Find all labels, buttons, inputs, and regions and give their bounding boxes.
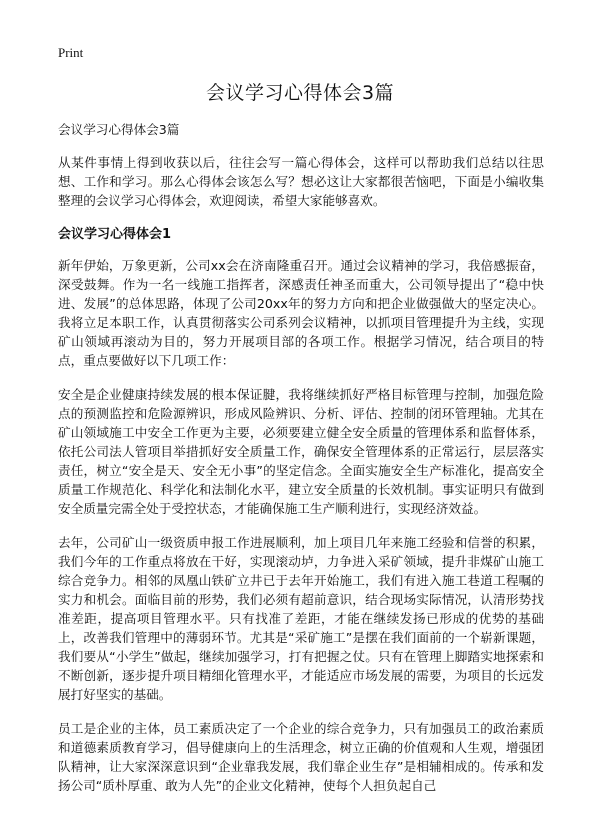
document-title: 会议学习心得体会3篇 [205, 82, 395, 104]
section-heading: 会议学习心得体会1 [58, 227, 172, 242]
body-paragraph: 安全是企业健康持续发展的根本保证腱，我将继续抓好严格目标管理与控制，加强危险点的预测监控和危险源辨识，形成风险辨识、分析、评估、控制的闭环管理轴。尤其在矿山领域施工中安全工作更为主要，必须要建立健全安全质量的管理体系和监督体系，依托公司法人管项目举措抓好安全质量工作，确保安全管理体系的正常运行，层层落实责任，树立“安全是天、安全无小事”的坚定信念。全面实施安全生产标准化，提高安全质量工作规范化、科学化和法制化水平，建立安全质量的长效机制。事实证明只有做到安全质量完需全处于受控状态，才能确保施工生产顺利进行，实现经济效益。 [58, 387, 544, 516]
intro-paragraph: 从某件事情上得到收获以后，往往会写一篇心得体会，这样可以帮助我们总结以往思想、工作和学习。那么心得体会该怎么写？想必这让大家都很苦恼吧，下面是小编收集整理的会议学习心得体会，欢迎阅读，希望大家能够喜欢。 [58, 155, 544, 208]
body-paragraph: 员工是企业的主体，员工素质决定了一个企业的综合竞争力，只有加强员工的政治素质和道德素质教育学习，倡导健康向上的生活理念，树立正确的价值观和人生观，增强团队精神，让大家深深意识到“企业靠我发展，我们靠企业生存”是相辅相成的。传承和发扬公司“质朴厚重、敢为人先”的企业文化精神，使每个人担负起自己 [58, 721, 544, 793]
document-body [58, 120, 544, 810]
document-subtitle: 会议学习心得体会3篇 [58, 122, 180, 137]
body-paragraph: 新年伊始，万象更新，公司xx会在济南隆重召开。通过会议精神的学习，我倍感振奋，深受鼓舞。作为一名一线施工指挥者，深感责任神圣而重大，公司领导提出了“稳中快进、发展”的总体思路，体现了公司20xx年的努力方向和把企业做强做大的坚定决心。我将立足本职工作，认真贯彻落实公司系列会议精神，以抓项目管理提升为主线，实现矿山领域再滚动为目的，努力开展项目部的各项工作。根据学习情况，结合项目的特点，重点要做好以下几项工作： [58, 258, 544, 368]
print-link[interactable]: Print [58, 45, 84, 60]
body-paragraph: 去年，公司矿山一级资质申报工作进展顺利，加上项目几年来施工经验和信誉的积累，我们今年的工作重点将放在干好，实现滚动垆，力争进入采矿领域，提升非煤矿山施工综合竞争力。相邻的凤凰山铁矿立井已于去年开始施工，我们有进入施工巷道工程嘱的实力和机会。面临目前的形势，我们必须有超前意识，结合现场实际情况，认清形势找准差距，提高项目管理水平。只有找准了差距，才能在继续发扬已形成的优势的基础上，改善我们管理中的薄弱环节。尤其是“采矿施工”是摆在我们面前的一个崭新课题，我们要从“小学生”做起，继续加强学习，打有把握之仗。只有在管理上脚踏实地探索和不断创新，逐步提升项目精细化管理水平，才能适应市场发展的需要，为项目的长远发展打好坚实的基础。 [58, 535, 544, 702]
